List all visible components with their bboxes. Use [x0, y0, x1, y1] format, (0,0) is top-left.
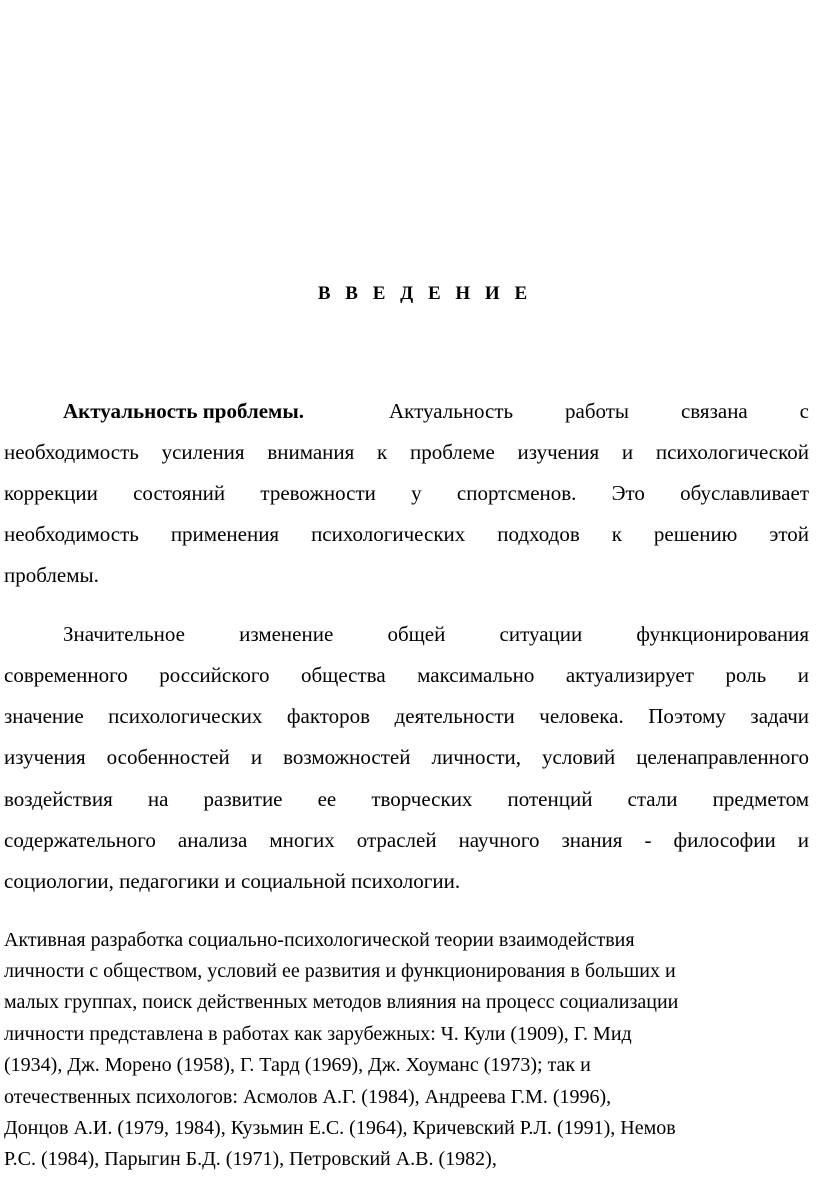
paragraph-line: воздействия на развитие ее творческих потенций стали предметом: [4, 787, 809, 811]
paragraph-line: личности с обществом, условий ее развития и функционирования в больших и: [4, 960, 676, 982]
paragraph-line: (1934), Дж. Морено (1958), Г. Тард (1969), Дж. Хоуманс (1973); так и: [4, 1054, 591, 1076]
paragraph-line: коррекции состояний тревожности у спортсменов. Это обуславливает: [4, 481, 809, 505]
paragraph-line: проблемы.: [4, 563, 99, 587]
paragraph-line: необходимость применения психологических подходов к решению этой: [4, 522, 809, 546]
paragraph-line: Донцов А.И. (1979, 1984), Кузьмин Е.С. (1964), Кричевский Р.Л. (1991), Немов: [4, 1117, 676, 1139]
paragraph-line: необходимость усиления внимания к проблеме изучения и психологической: [4, 440, 809, 464]
paragraph-line: Активная разработка социально-психологической теории взаимодействия: [4, 929, 635, 951]
paragraph-line: малых группах, поиск действенных методов влияния на процесс социализации: [4, 991, 679, 1013]
lead-phrase: Актуальность проблемы.: [63, 399, 304, 423]
paragraph-line: изучения особенностей и возможностей личности, условий целенаправленного: [4, 745, 809, 769]
section-heading: В В Е Д Е Н И Е: [317, 283, 533, 304]
paragraph-line: личности представлена в работах как зарубежных: Ч. Кули (1909), Г. Мид: [4, 1023, 632, 1045]
paragraph-line: значение психологических факторов деятельности человека. Поэтому задачи: [4, 704, 809, 728]
paragraph-line: Р.С. (1984), Парыгин Б.Д. (1971), Петровский А.В. (1982),: [4, 1148, 497, 1170]
paragraph-line: отечественных психологов: Асмолов А.Г. (1984), Андреева Г.М. (1996),: [4, 1086, 612, 1108]
paragraph-line: современного российского общества максимально актуализирует роль и: [4, 663, 809, 687]
paragraph-line: [63, 396, 809, 426]
paragraph-line: социологии, педагогики и социальной психологии.: [4, 869, 461, 893]
paragraph-line: Значительное изменение общей ситуации функционирования: [63, 622, 809, 646]
paragraph-line: содержательного анализа многих отраслей научного знания - философии и: [4, 828, 809, 852]
line-text: Актуальность работы связана с: [389, 399, 809, 423]
